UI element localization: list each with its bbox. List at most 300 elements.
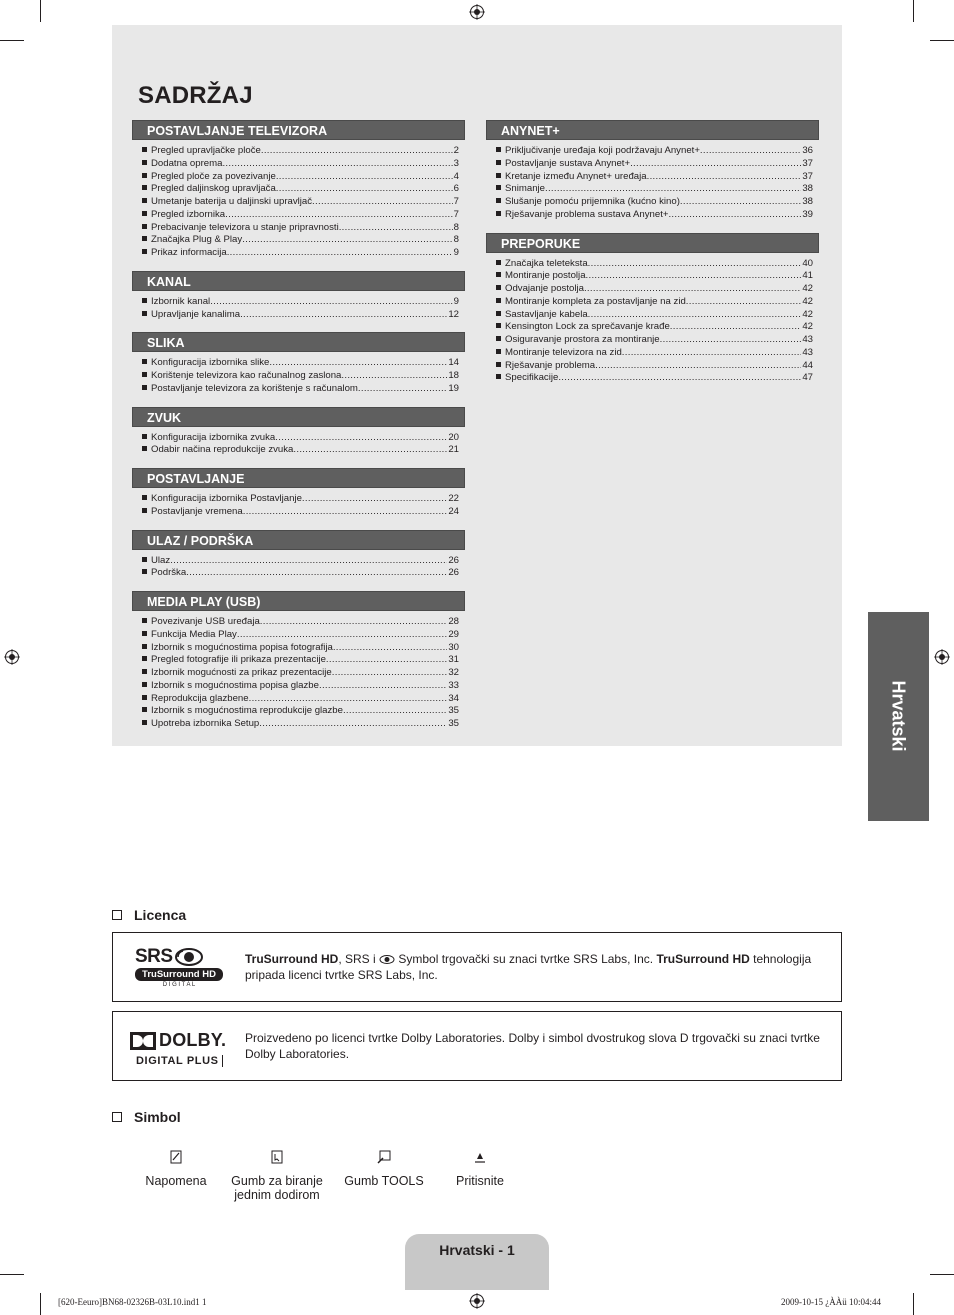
dolby-logo-subtitle: DIGITAL PLUS <box>136 1055 223 1067</box>
toc-entry-label: Prebacivanje televizora u stanje pripravnosti <box>151 221 339 233</box>
square-bullet-icon <box>142 682 147 687</box>
toc-entry-label: Izbornik s mogućnostima reprodukcije glazbe <box>151 705 343 717</box>
footer-page-tab <box>405 1234 549 1290</box>
toc-entry-label: Funkcija Media Play <box>151 628 237 640</box>
toc-entry <box>142 370 459 383</box>
dot-leader <box>243 506 448 519</box>
toc-entry <box>142 209 459 222</box>
toc-entry-label: Konfiguracija izbornika zvuka <box>151 431 276 443</box>
toc-entry-label: Reprodukcija glazbene <box>151 692 249 704</box>
licence-heading <box>112 907 186 923</box>
toc-entry-page: 35 <box>448 718 459 729</box>
dot-leader <box>584 283 801 296</box>
dot-leader <box>622 347 802 360</box>
toc-entry-label: Snimanje <box>505 183 545 195</box>
toc-entry-label: Umetanje baterija u daljinski upravljač <box>151 196 313 207</box>
toc-entry-page: 34 <box>448 692 459 704</box>
dot-leader <box>647 171 802 184</box>
dot-leader <box>222 158 452 171</box>
press-icon <box>474 1150 486 1164</box>
symbol-press <box>440 1150 520 1188</box>
toc-entry <box>496 360 813 373</box>
toc-entry-page: 41 <box>802 270 813 282</box>
toc-item-list <box>132 140 465 260</box>
toc-entry-page: 20 <box>448 431 459 443</box>
square-bullet-icon <box>142 508 147 513</box>
dot-leader <box>341 370 447 383</box>
square-bullet-icon <box>142 224 147 229</box>
dot-leader <box>333 642 447 655</box>
toc-entry-label: Postavljanje sustava Anynet+ <box>505 157 631 169</box>
dot-leader <box>668 209 801 222</box>
toc-entry <box>496 171 813 184</box>
square-bullet-icon <box>496 185 501 190</box>
checkbox-square-icon <box>112 1112 122 1122</box>
toc-section-heading: POSTAVLJANJE <box>132 468 465 488</box>
toc-entry-label: Značajka teleteksta <box>505 257 588 269</box>
crop-mark <box>913 0 914 22</box>
toc-entry-label: Značajka Plug & Play <box>151 234 243 246</box>
square-bullet-icon <box>496 349 501 354</box>
toc-entry-page: 37 <box>802 170 813 182</box>
toc-entry-page: 26 <box>448 567 459 579</box>
toc-entry-page: 2 <box>453 145 459 156</box>
toc-item-list <box>132 550 465 581</box>
srs-brand-name: TruSurround HD <box>656 952 750 966</box>
dot-leader <box>630 158 801 171</box>
dot-leader <box>260 616 448 629</box>
toc-entry-page: 26 <box>448 554 459 566</box>
square-bullet-icon <box>142 185 147 190</box>
dot-leader <box>319 680 447 693</box>
crop-mark <box>930 40 954 41</box>
toc-entry-page: 32 <box>448 667 459 678</box>
toc-entry <box>142 705 459 718</box>
dot-leader <box>242 234 452 247</box>
toc-entry-page: 33 <box>448 679 459 691</box>
crop-mark <box>930 1274 954 1275</box>
dot-leader <box>259 718 447 731</box>
toc-entry-label: Rješavanje problema <box>505 359 596 371</box>
dolby-licence-text: Proizvedeno po licenci tvrtke Dolby Laboratories. Dolby i simbol dvostrukog slova D trgovački su znaci tvrtke Dolby Laboratories. <box>245 1031 820 1061</box>
toc-section-heading: ULAZ / PODRŠKA <box>132 530 465 550</box>
slug-file-info: [620-Eeuro]BN68-02326B-03L10.ind1 1 <box>58 1297 207 1307</box>
srs-inline-symbol-icon <box>379 955 395 964</box>
crop-mark <box>913 1293 914 1315</box>
square-bullet-icon <box>496 198 501 203</box>
toc-entry-label: Dodatna oprema <box>151 157 223 169</box>
dot-leader <box>276 171 453 184</box>
toc-entry-page: 7 <box>453 196 459 207</box>
toc-section-heading: POSTAVLJANJE TELEVIZORA <box>132 120 465 140</box>
square-bullet-icon <box>142 147 147 152</box>
toc-entry <box>142 183 459 196</box>
square-bullet-icon <box>142 557 147 562</box>
toc-entry-label: Odabir načina reprodukcije zvuka <box>151 444 294 456</box>
crop-mark <box>0 1274 24 1275</box>
toc-entry-label: Pregled izbornika <box>151 208 226 220</box>
registration-mark-icon <box>469 1293 485 1309</box>
toc-section-heading: KANAL <box>132 271 465 291</box>
srs-logo-small: D I G I T A L <box>162 982 196 988</box>
toc-item-list <box>132 291 465 322</box>
toc-entry-page: 44 <box>802 359 813 371</box>
toc-entry-label: Odvajanje postolja <box>505 283 584 294</box>
toc-item-list <box>132 611 465 731</box>
toc-entry <box>142 296 459 309</box>
symbol-heading-label: Simbol <box>134 1109 181 1125</box>
toc-entry <box>142 642 459 655</box>
srs-text-part: , SRS i <box>338 952 380 966</box>
toc-entry <box>142 718 459 731</box>
toc-entry-label: Pregled daljinskog upravljača <box>151 183 276 195</box>
toc-entry <box>142 383 459 396</box>
dot-leader <box>588 258 802 271</box>
toc-entry-label: Specifikacije <box>505 372 559 384</box>
square-bullet-icon <box>142 434 147 439</box>
registration-mark-icon <box>4 649 20 665</box>
toc-entry <box>142 680 459 693</box>
dot-leader <box>227 247 453 260</box>
toc-entry <box>142 247 459 260</box>
square-bullet-icon <box>142 160 147 165</box>
toc-entry-label: Rješavanje problema sustava Anynet+ <box>505 208 669 220</box>
toc-entry-page: 12 <box>448 308 459 320</box>
square-bullet-icon <box>496 272 501 277</box>
toc-entry-label: Pregled fotografije ili prikaza prezentacije <box>151 654 326 666</box>
toc-entry <box>142 555 459 568</box>
toc-entry-label: Pregled ploče za povezivanje <box>151 170 276 182</box>
toc-section-heading: PREPORUKE <box>486 233 819 253</box>
toc-entry-label: Konfiguracija izbornika slike <box>151 357 270 369</box>
slug-timestamp: 2009-10-15 ¿ÀÀü 10:04:44 <box>781 1297 881 1307</box>
toc-entry <box>496 158 813 171</box>
toc-entry <box>496 296 813 309</box>
square-bullet-icon <box>496 260 501 265</box>
toc-entry-page: 43 <box>802 346 813 358</box>
toc-entry-page: 8 <box>453 234 459 246</box>
toc-entry-page: 22 <box>448 493 459 504</box>
toc-entry-page: 35 <box>448 705 459 717</box>
toc-entry-label: Izbornik s mogućnostima popisa fotografija <box>151 641 333 653</box>
dolby-licence-box <box>112 1011 842 1081</box>
square-bullet-icon <box>496 362 501 367</box>
square-bullet-icon <box>142 569 147 574</box>
srs-licence-box <box>112 932 842 1002</box>
toc-entry-page: 6 <box>453 183 459 195</box>
toc-entry <box>142 616 459 629</box>
language-side-tab <box>868 612 929 821</box>
crop-mark <box>0 40 24 41</box>
dot-leader <box>358 383 447 396</box>
square-bullet-icon <box>142 644 147 649</box>
symbol-press-label: Pritisnite <box>456 1174 504 1188</box>
square-bullet-icon <box>496 311 501 316</box>
toc-entry-label: Povezivanje USB uređaja <box>151 616 260 627</box>
dot-leader <box>595 360 801 373</box>
toc-entry-label: Pregled upravljačke ploče <box>151 145 261 156</box>
toc-entry <box>496 209 813 222</box>
srs-logo <box>135 947 223 991</box>
srs-symbol-icon <box>175 948 203 966</box>
toc-entry <box>142 171 459 184</box>
crop-mark <box>40 1293 41 1315</box>
dot-leader <box>302 493 447 506</box>
toc-entry-label: Postavljanje vremena <box>151 505 243 517</box>
toc-entry <box>142 654 459 667</box>
toc-entry <box>142 234 459 247</box>
dot-leader <box>339 222 453 235</box>
square-bullet-icon <box>142 695 147 700</box>
toc-entry <box>496 145 813 158</box>
square-bullet-icon <box>142 298 147 303</box>
srs-licence-text <box>245 951 835 983</box>
toc-item-list <box>486 140 819 222</box>
toc-entry <box>496 334 813 347</box>
toc-entry-label: Kensington Lock za sprečavanje krađe <box>505 321 670 333</box>
square-bullet-icon <box>496 336 501 341</box>
toc-entry-page: 36 <box>802 145 813 156</box>
toc-entry-label: Postavljanje televizora za korištenje s računalom <box>151 382 358 394</box>
toc-entry-label: Slušanje pomoću prijemnika (kućno kino) <box>505 196 680 207</box>
dot-leader <box>680 196 801 209</box>
toc-entry-page: 42 <box>802 295 813 307</box>
symbol-heading <box>112 1109 181 1125</box>
square-bullet-icon <box>496 160 501 165</box>
toc-entry <box>142 432 459 445</box>
toc-entry-label: Montiranje kompleta za postavljanje na zid <box>505 295 686 307</box>
symbol-tools <box>339 1150 429 1188</box>
square-bullet-icon <box>496 285 501 290</box>
srs-brand-name: TruSurround HD <box>245 952 339 966</box>
one-touch-button-icon <box>271 1150 283 1164</box>
toc-entry <box>142 444 459 457</box>
toc-entry-label: Izbornik mogućnosti za prikaz prezentacije <box>151 667 332 678</box>
toc-entry <box>496 196 813 209</box>
dot-leader <box>269 357 447 370</box>
toc-entry <box>496 283 813 296</box>
dolby-logo-text: DOLBY. <box>159 1030 227 1050</box>
toc-entry-label: Upravljanje kanalima <box>151 308 241 320</box>
toc-entry-label: Prikaz informacija <box>151 247 227 258</box>
srs-logo-subtitle: TruSurround HD <box>135 968 223 981</box>
square-bullet-icon <box>142 211 147 216</box>
toc-entry-page: 9 <box>453 295 459 307</box>
licence-heading-label: Licenca <box>134 907 187 923</box>
square-bullet-icon <box>496 298 501 303</box>
note-icon <box>170 1150 182 1164</box>
toc-entry-page: 7 <box>453 208 459 220</box>
toc-item-list <box>486 253 819 386</box>
square-bullet-icon <box>142 372 147 377</box>
toc-entry-label: Sastavljanje kabela <box>505 308 588 320</box>
toc-entry <box>142 158 459 171</box>
dot-leader <box>670 321 802 334</box>
toc-entry-page: 8 <box>453 221 459 233</box>
square-bullet-icon <box>142 656 147 661</box>
registration-mark-icon <box>469 4 485 20</box>
toc-item-list <box>132 352 465 395</box>
toc-item-list <box>132 427 465 458</box>
toc-entry <box>496 309 813 322</box>
toc-entry-page: 29 <box>448 628 459 640</box>
toc-entry-page: 28 <box>448 616 459 627</box>
toc-entry-page: 24 <box>448 505 459 517</box>
square-bullet-icon <box>142 669 147 674</box>
toc-entry-page: 3 <box>453 157 459 169</box>
toc-section-heading <box>486 120 819 140</box>
toc-entry-page: 14 <box>448 357 459 369</box>
toc-entry-label: Korištenje televizora kao računalnog zaslona <box>151 370 342 381</box>
toc-entry-page: 38 <box>802 196 813 207</box>
toc-entry-page: 40 <box>802 257 813 269</box>
square-bullet-icon <box>142 173 147 178</box>
toc-item-list <box>132 488 465 519</box>
toc-entry-label: Upotreba izbornika Setup <box>151 718 260 729</box>
toc-entry-label: Izbornik s mogućnostima popisa glazbe <box>151 679 319 691</box>
dot-leader <box>276 183 453 196</box>
toc-entry-page: 31 <box>448 654 459 666</box>
square-bullet-icon <box>496 147 501 152</box>
toc-entry-page: 42 <box>802 283 813 294</box>
toc-entry <box>496 270 813 283</box>
toc-entry-label: Montiranje televizora na zid <box>505 346 622 358</box>
dot-leader <box>700 145 801 158</box>
symbol-one-touch-label: Gumb za biranje jednim dodirom <box>231 1174 323 1202</box>
toc-left-column <box>132 120 465 742</box>
dot-leader <box>170 555 447 568</box>
dot-leader <box>210 296 452 309</box>
toc-entry-page: 39 <box>802 208 813 220</box>
srs-text-part: tehnologija pripada licenci tvrtke SRS Labs, Inc. <box>245 952 812 982</box>
toc-entry-page: 42 <box>802 321 813 333</box>
dot-leader <box>312 196 453 209</box>
toc-section-title: ANYNET+ <box>501 124 560 138</box>
square-bullet-icon <box>142 385 147 390</box>
square-bullet-icon <box>142 359 147 364</box>
dot-leader <box>332 667 448 680</box>
toc-entry <box>142 493 459 506</box>
toc-entry-page: 47 <box>802 372 813 384</box>
toc-entry <box>142 506 459 519</box>
square-bullet-icon <box>496 211 501 216</box>
square-bullet-icon <box>142 311 147 316</box>
toc-entry-label: Kretanje između Anynet+ uređaja <box>505 170 647 182</box>
dot-leader <box>686 296 802 309</box>
toc-entry <box>142 196 459 209</box>
toc-entry <box>142 145 459 158</box>
srs-text-part: Symbol trgovački su znaci tvrtke SRS Labs, Inc. <box>395 952 657 966</box>
dot-leader <box>586 270 802 283</box>
toc-entry-page: 18 <box>448 370 459 381</box>
dot-leader <box>186 567 447 580</box>
tools-button-icon <box>377 1150 391 1164</box>
toc-entry <box>142 567 459 580</box>
square-bullet-icon <box>142 249 147 254</box>
toc-entry <box>496 258 813 271</box>
symbol-note-label: Napomena <box>145 1174 207 1188</box>
dolby-logo <box>130 1030 230 1066</box>
dot-leader <box>240 309 447 322</box>
toc-entry-label: Izbornik kanal <box>151 295 211 307</box>
symbol-note <box>136 1150 216 1188</box>
dot-leader <box>558 372 801 385</box>
square-bullet-icon <box>142 707 147 712</box>
toc-section-heading: ZVUK <box>132 407 465 427</box>
toc-entry-label: Podrška <box>151 567 187 579</box>
square-bullet-icon <box>142 618 147 623</box>
dot-leader <box>343 705 447 718</box>
square-bullet-icon <box>142 720 147 725</box>
toc-entry <box>496 347 813 360</box>
dot-leader <box>275 432 447 445</box>
toc-entry <box>142 357 459 370</box>
language-side-tab-label: Hrvatski <box>888 680 909 752</box>
toc-entry <box>142 222 459 235</box>
toc-entry-page: 43 <box>802 334 813 345</box>
symbol-one-touch <box>224 1150 330 1202</box>
toc-entry-page: 42 <box>802 308 813 320</box>
toc-entry <box>496 372 813 385</box>
toc-entry-page: 4 <box>453 170 459 182</box>
square-bullet-icon <box>142 446 147 451</box>
dot-leader <box>261 145 453 158</box>
toc-right-column <box>486 120 819 396</box>
square-bullet-icon <box>142 198 147 203</box>
dot-leader <box>545 183 801 196</box>
toc-entry-page: 21 <box>448 444 459 456</box>
toc-entry <box>496 321 813 334</box>
square-bullet-icon <box>142 495 147 500</box>
toc-section-heading: MEDIA PLAY (USB) <box>132 591 465 611</box>
toc-entry <box>142 309 459 322</box>
dolby-double-d-icon <box>130 1032 156 1050</box>
toc-entry-label: Ulaz <box>151 554 171 566</box>
toc-entry <box>142 629 459 642</box>
dot-leader <box>249 693 448 706</box>
dot-leader <box>293 444 447 457</box>
checkbox-square-icon <box>112 910 122 920</box>
square-bullet-icon <box>496 323 501 328</box>
crop-mark <box>40 0 41 22</box>
toc-entry-label: Konfiguracija izbornika Postavljanje <box>151 493 302 504</box>
toc-entry-label: Osiguravanje prostora za montiranje <box>505 334 660 345</box>
toc-entry <box>142 693 459 706</box>
toc-entry <box>142 667 459 680</box>
toc-entry-page: 30 <box>448 641 459 653</box>
dot-leader <box>660 334 802 347</box>
toc-entry-page: 9 <box>453 247 459 258</box>
square-bullet-icon <box>142 631 147 636</box>
registration-mark-icon <box>934 649 950 665</box>
srs-logo-text: SRS <box>135 946 173 967</box>
dot-leader <box>326 654 447 667</box>
dot-leader <box>225 209 453 222</box>
dot-leader <box>237 629 447 642</box>
toc-entry-page: 19 <box>448 382 459 394</box>
symbol-tools-label: Gumb TOOLS <box>344 1174 424 1188</box>
page-title: SADRŽAJ <box>138 82 253 109</box>
toc-entry-label: Montiranje postolja <box>505 270 586 282</box>
toc-entry <box>496 183 813 196</box>
square-bullet-icon <box>496 173 501 178</box>
toc-entry-page: 37 <box>802 157 813 169</box>
toc-entry-page: 38 <box>802 183 813 195</box>
square-bullet-icon <box>496 374 501 379</box>
square-bullet-icon <box>142 236 147 241</box>
footer-page-label: Hrvatski - 1 <box>439 1242 515 1258</box>
toc-section-heading: SLIKA <box>132 332 465 352</box>
